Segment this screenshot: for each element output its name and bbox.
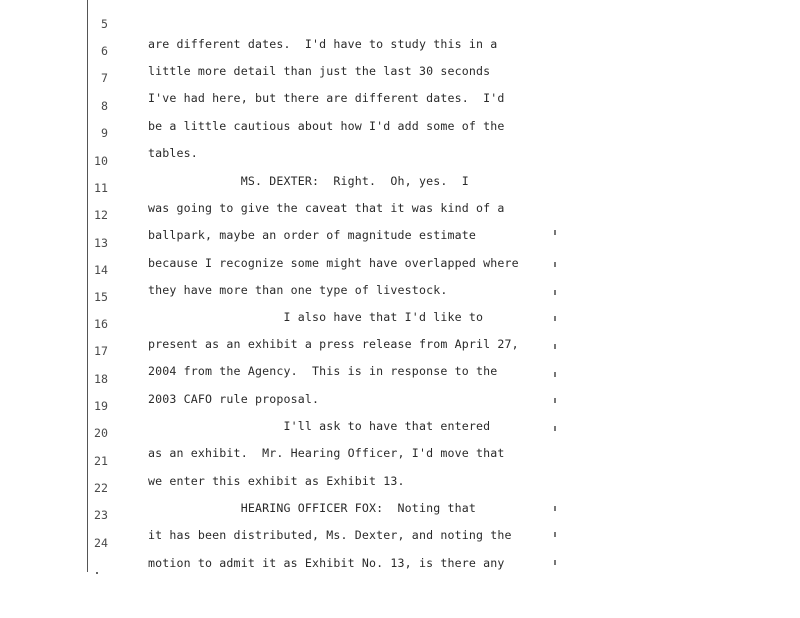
line-text: 2003 CAFO rule proposal. (148, 392, 320, 406)
line-text: 2004 from the Agency. This is in response to the (148, 364, 498, 378)
scan-speck (554, 560, 556, 565)
line-number: 19 (94, 399, 108, 413)
line-text: as an exhibit. Mr. Hearing Officer, I'd move that (148, 446, 505, 460)
line-number: 18 (94, 372, 108, 386)
line-text: because I recognize some might have overlapped where (148, 256, 519, 270)
line-number: 12 (94, 208, 108, 222)
line-number: 10 (94, 154, 108, 168)
line-number: 17 (94, 344, 108, 358)
scan-speck (96, 572, 98, 574)
line-text: I also have that I'd like to (148, 310, 484, 324)
line-number: 11 (94, 181, 108, 195)
line-number: 15 (94, 290, 108, 304)
line-number: 13 (94, 236, 108, 250)
line-number: 21 (94, 454, 108, 468)
scan-speck (554, 506, 556, 511)
line-number: 23 (94, 508, 108, 522)
line-text: motion to admit it as Exhibit No. 13, is there any (148, 556, 505, 570)
line-number: 22 (94, 481, 108, 495)
line-text: was going to give the caveat that it was kind of a (148, 201, 505, 215)
line-number: 24 (94, 536, 108, 550)
line-text: MS. DEXTER: Right. Oh, yes. I (148, 174, 469, 188)
line-text: we enter this exhibit as Exhibit 13. (148, 474, 405, 488)
line-text: be a little cautious about how I'd add some of the (148, 119, 505, 133)
line-text: tables. (148, 146, 198, 160)
line-number: 5 (101, 17, 108, 31)
line-number: 9 (101, 126, 108, 140)
line-number: 7 (101, 71, 108, 85)
line-text: I've had here, but there are different dates. I'd (148, 91, 505, 105)
line-number: 8 (101, 99, 108, 113)
line-text: present as an exhibit a press release from April 27, (148, 337, 519, 351)
line-text: little more detail than just the last 30 seconds (148, 64, 491, 78)
line-text: it has been distributed, Ms. Dexter, and noting the (148, 528, 512, 542)
line-number: 14 (94, 263, 108, 277)
line-number: 20 (94, 426, 108, 440)
line-text: are different dates. I'd have to study this in a (148, 37, 498, 51)
transcript-line (0, 0, 560, 51)
line-text: I'll ask to have that entered (148, 419, 491, 433)
line-number: 6 (101, 44, 108, 58)
line-text: ballpark, maybe an order of magnitude estimate (148, 228, 476, 242)
line-text: HEARING OFFICER FOX: Noting that (148, 501, 476, 515)
line-text: they have more than one type of livestock. (148, 283, 448, 297)
line-number: 16 (94, 317, 108, 331)
